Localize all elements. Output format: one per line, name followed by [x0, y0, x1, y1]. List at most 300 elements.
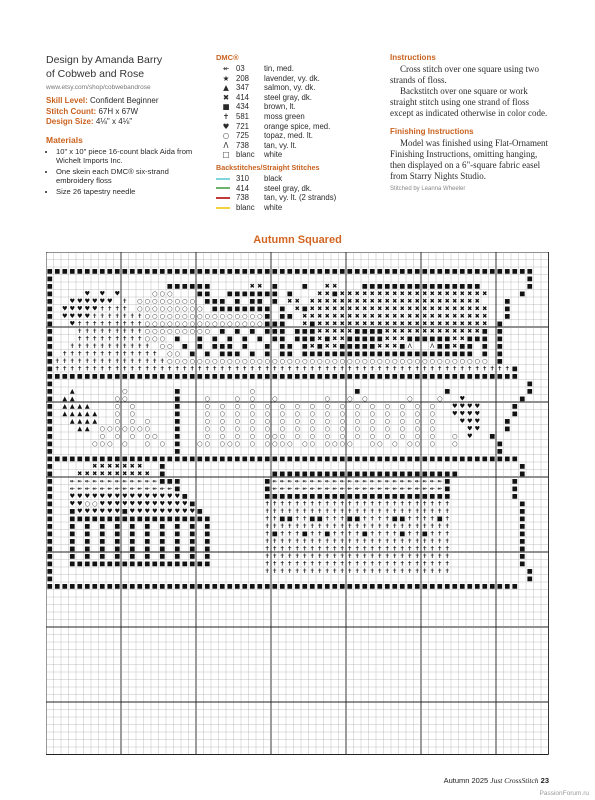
stitch-cell: ■	[159, 560, 166, 568]
stitch-cell: ■	[451, 373, 458, 381]
stitch-cell: ✖	[317, 298, 323, 306]
stitch-cell: ♥	[474, 425, 481, 433]
key-row	[216, 93, 386, 103]
stitch-cell: ○	[294, 425, 300, 433]
stitch-cell: ■	[211, 455, 218, 463]
stitch-cell: ■	[69, 583, 76, 591]
stitch-cell: ■	[46, 365, 53, 373]
stitch-cell: ■	[249, 298, 256, 306]
stitch-cell: ✖	[317, 313, 323, 321]
materials-list	[46, 147, 206, 197]
stitch-cell: ✖	[384, 343, 390, 351]
stitch-cell: ■	[106, 268, 113, 276]
stitch-cell: ■	[496, 440, 503, 448]
stitch-cell: ■	[444, 283, 451, 291]
stitch-cell: ■	[346, 493, 353, 501]
stitch-cell: ■	[451, 350, 458, 358]
stitch-cell: ■	[376, 455, 383, 463]
stitch-cell: ■	[421, 350, 428, 358]
stitch-cell: ○	[354, 425, 360, 433]
stitch-cell: ✖	[444, 320, 450, 328]
stitch-cell: ✖	[377, 298, 383, 306]
stitch-cell: ■	[414, 470, 421, 478]
stitch-cell: ○	[174, 328, 180, 336]
stitch-cell: ○	[242, 320, 248, 328]
stitch-cell: ✝	[429, 538, 435, 546]
stitch-cell: ■	[211, 343, 218, 351]
stitch-cell: ■	[166, 583, 173, 591]
stitch-cell: ♥	[84, 493, 91, 501]
stitch-cell: ✖	[339, 305, 345, 313]
stitch-cell: ■	[421, 470, 428, 478]
stitch-cell: ■	[174, 478, 181, 486]
stitch-cell: ↞	[324, 478, 330, 486]
stitch-symbol: ✖	[222, 92, 230, 102]
stitch-cell: ■	[219, 298, 226, 306]
stitch-cell: ✖	[452, 328, 458, 336]
stitch-cell: ○	[302, 440, 308, 448]
stitch-cell: ○	[309, 425, 315, 433]
stitch-cell: ■	[346, 343, 353, 351]
stitch-cell: ✝	[392, 508, 398, 516]
backstitch-row	[216, 174, 386, 184]
stitch-cell: ↞	[399, 478, 405, 486]
stitch-cell: ○	[234, 418, 240, 426]
stitch-cell: ▲	[69, 388, 75, 396]
stitch-cell: ✝	[414, 568, 420, 576]
stitch-cell: ■	[264, 373, 271, 381]
stitch-cell: ■	[309, 350, 316, 358]
stitch-cell: ✝	[137, 343, 143, 351]
stitch-cell: ✖	[459, 298, 465, 306]
stitch-cell: ○	[452, 358, 458, 366]
stitch-cell: ♥	[144, 508, 151, 516]
stitch-cell: ♥	[76, 500, 83, 508]
stitch-cell: ✖	[444, 328, 450, 336]
stitch-cell: ○	[294, 433, 300, 441]
stitch-cell: ✝	[369, 500, 375, 508]
stitch-cell: ✝	[354, 523, 360, 531]
stitch-cell: ✝	[407, 523, 413, 531]
stitch-cell: ↞	[152, 485, 158, 493]
stitch-cell: ■	[324, 583, 331, 591]
stitch-cell: ✝	[339, 553, 345, 561]
stitch-cell: ✖	[332, 320, 338, 328]
stitch-cell: ■	[256, 455, 263, 463]
stitch-cell: ■	[189, 523, 196, 531]
stitch-cell: ■	[294, 335, 301, 343]
stitch-cell: ○	[249, 440, 255, 448]
stitch-cell: ○	[227, 313, 233, 321]
stitch-cell: ✝	[287, 553, 293, 561]
stitch-cell: ○	[114, 403, 120, 411]
stitch-cell: ■	[526, 568, 533, 576]
stitch-cell: ✝	[272, 515, 278, 523]
stitch-cell: ✝	[362, 545, 368, 553]
stitch-cell: ✝	[362, 553, 368, 561]
stitch-cell: ✝	[407, 365, 413, 373]
stitch-cell: ✖	[399, 328, 405, 336]
stitch-cell: ○	[234, 313, 240, 321]
stitch-cell: ○	[429, 440, 435, 448]
stitch-cell: ■	[174, 335, 181, 343]
stitch-cell: ○	[167, 313, 173, 321]
stitch-cell: ■	[151, 455, 158, 463]
stitch-cell: ■	[354, 455, 361, 463]
stitch-cell: ✖	[354, 298, 360, 306]
stitch-cell: ■	[46, 350, 53, 358]
stitch-cell: ✝	[339, 500, 345, 508]
stitch-cell: ✝	[309, 530, 315, 538]
stitch-cell: ✝	[129, 328, 135, 336]
stitch-cell: ▲	[77, 410, 83, 418]
stitch-cell: ■	[294, 583, 301, 591]
stitch-cell: ○	[369, 410, 375, 418]
stitch-cell: ✝	[444, 365, 450, 373]
stitch-cell: ■	[481, 455, 488, 463]
stitch-cell: ○	[354, 433, 360, 441]
stitch-cell: ○	[287, 358, 293, 366]
stitch-cell: ✖	[437, 305, 443, 313]
stitch-cell: ✝	[302, 538, 308, 546]
stitch-cell: ↞	[122, 485, 128, 493]
stitch-cell: ■	[46, 545, 53, 553]
stitch-cell: ○	[159, 290, 165, 298]
stitch-cell: ✝	[324, 568, 330, 576]
stitch-cell: ✝	[294, 545, 300, 553]
stitch-cell: ✖	[392, 290, 398, 298]
stitch-cell: ■	[316, 455, 323, 463]
stitch-cell: ✝	[504, 365, 510, 373]
stitch-cell: ■	[309, 515, 316, 523]
stitch-cell: ■	[316, 268, 323, 276]
stitch-cell: ♥	[99, 508, 106, 516]
stitch-cell: ○	[279, 410, 285, 418]
stitch-cell: ✝	[452, 365, 458, 373]
stitch-cell: ✝	[77, 358, 83, 366]
stitch-cell: ■	[421, 530, 428, 538]
stitch-cell: ✝	[159, 365, 165, 373]
stitch-cell: ■	[46, 448, 53, 456]
stitch-cell: ■	[496, 583, 503, 591]
stitch-cell: ■	[99, 268, 106, 276]
stitch-cell: ✝	[362, 568, 368, 576]
stitch-cell: ○	[407, 440, 413, 448]
stitch-cell: ■	[526, 268, 533, 276]
stitch-cell: ○	[144, 440, 150, 448]
stitch-cell: ○	[369, 425, 375, 433]
stitch-cell: ✝	[422, 553, 428, 561]
stitch-cell: ○	[347, 440, 353, 448]
skill-level: Skill Level: Confident Beginner	[46, 96, 159, 105]
stitch-cell: ■	[204, 560, 211, 568]
stitch-cell: ■	[354, 470, 361, 478]
stitch-cell: Λ	[407, 343, 412, 351]
stitch-cell: ✝	[384, 523, 390, 531]
stitch-cell: ○	[354, 358, 360, 366]
stitch-cell: ✝	[84, 320, 90, 328]
stitch-cell: ✝	[77, 350, 83, 358]
stitch-cell: ■	[271, 583, 278, 591]
stitch-cell: ✝	[107, 313, 113, 321]
stitch-cell: ■	[181, 455, 188, 463]
stitch-cell: ↞	[77, 485, 83, 493]
stitch-cell: ■	[391, 350, 398, 358]
stitch-cell: ✝	[392, 545, 398, 553]
stitch-cell: ■	[91, 373, 98, 381]
stitch-cell: ■	[129, 373, 136, 381]
stitch-cell: ✝	[294, 560, 300, 568]
stitch-cell: ■	[144, 583, 151, 591]
stitch-cell: ✝	[99, 365, 105, 373]
stitch-cell: ■	[429, 583, 436, 591]
stitch-cell: ○	[144, 305, 150, 313]
stitch-cell: ■	[384, 373, 391, 381]
stitch-cell: ■	[144, 530, 151, 538]
stitch-cell: ✖	[309, 305, 315, 313]
stitch-cell: ✖	[384, 313, 390, 321]
stitch-cell: ✖	[392, 335, 398, 343]
stitch-cell: ■	[481, 583, 488, 591]
stitch-cell: ○	[227, 320, 233, 328]
stitch-cell: ✝	[339, 515, 345, 523]
stitch-cell: ✖	[399, 335, 405, 343]
stitch-cell: ♥	[69, 313, 76, 321]
stitch-cell: ✝	[62, 365, 68, 373]
stitch-cell: ✖	[429, 290, 435, 298]
stitch-cell: ✝	[272, 553, 278, 561]
stitch-cell: ✝	[107, 365, 113, 373]
stitch-cell: ■	[279, 515, 286, 523]
stitch-symbol: ✝	[222, 111, 230, 121]
stitch-cell: ■	[466, 350, 473, 358]
stitch-cell: ○	[332, 440, 338, 448]
stitch-cell: ✝	[444, 545, 450, 553]
stitch-cell: ↞	[272, 478, 278, 486]
stitch-cell: ■	[181, 493, 188, 501]
stitch-cell: ✝	[377, 538, 383, 546]
material-item: • 10" x 10" piece 16-count black Aida from Wichelt Imports Inc.	[56, 147, 206, 166]
stitch-cell: ✝	[137, 335, 143, 343]
stitch-cell: ✝	[422, 545, 428, 553]
stitch-cell: ■	[159, 538, 166, 546]
stitch-cell: ■	[294, 268, 301, 276]
stitch-cell: ✝	[407, 538, 413, 546]
stitch-cell: ○	[264, 410, 270, 418]
stitch-cell: ✝	[444, 515, 450, 523]
stitch-cell: ■	[46, 283, 53, 291]
stitch-cell: ✖	[309, 298, 315, 306]
stitch-cell: ■	[271, 373, 278, 381]
stitch-cell: ○	[152, 433, 158, 441]
stitch-cell: ■	[519, 538, 526, 546]
stitch-cell: ■	[444, 485, 451, 493]
stitch-cell: ■	[444, 455, 451, 463]
stitch-cell: ✖	[369, 313, 375, 321]
stitch-cell: ♥	[106, 508, 113, 516]
stitch-cell: ■	[271, 298, 278, 306]
stitch-cell: ✝	[392, 538, 398, 546]
stitch-cell: ■	[106, 560, 113, 568]
stitch-cell: ■	[69, 268, 76, 276]
stitch-cell: ✝	[122, 328, 128, 336]
stitch-cell: ♥	[129, 508, 136, 516]
stitch-cell: ↞	[422, 478, 428, 486]
stitch-cell: ✖	[399, 290, 405, 298]
stitch-cell: ■	[399, 283, 406, 291]
stitch-cell: ✝	[332, 500, 338, 508]
stitch-cell: ○	[309, 440, 315, 448]
stitch-cell: ✝	[362, 515, 368, 523]
stitch-cell: ■	[76, 455, 83, 463]
stitch-cell: ○	[204, 440, 210, 448]
finishing-para: Model was finished using Flat-Ornament Finishing Instructions, omitting hanging, then displayed on a 6"-square fabric easel from Starry Nights Studio.	[390, 138, 548, 181]
stitch-cell: ○	[437, 395, 443, 403]
stitch-cell: ○	[152, 328, 158, 336]
stitch-cell: ✖	[129, 470, 135, 478]
stitch-cell: ✝	[324, 508, 330, 516]
stitch-cell: ○	[294, 410, 300, 418]
stitch-cell: ✝	[332, 523, 338, 531]
stitch-cell: ■	[46, 455, 53, 463]
designer-url[interactable]: www.etsy.com/shop/cobwebandrose	[46, 84, 151, 91]
stitch-cell: ↞	[144, 485, 150, 493]
stitch-cell: ↞	[144, 478, 150, 486]
stitch-cell: ○	[197, 320, 203, 328]
stitch-cell: ✝	[114, 320, 120, 328]
stitch-cell: ✝	[129, 358, 135, 366]
stitch-cell: ○	[414, 358, 420, 366]
stitch-cell: ■	[354, 268, 361, 276]
stitch-cell: ✖	[467, 290, 473, 298]
stitch-cell: ■	[369, 493, 376, 501]
stitch-cell: ↞	[414, 478, 420, 486]
stitch-cell: ✖	[339, 298, 345, 306]
stitch-cell: ○	[264, 403, 270, 411]
stitch-cell: ✖	[467, 328, 473, 336]
stitch-cell: ■	[196, 283, 203, 291]
stitch-cell: ✝	[437, 508, 443, 516]
stitch-cell: ✝	[182, 365, 188, 373]
stitch-cell: ■	[166, 268, 173, 276]
stitch-cell: ✝	[99, 335, 105, 343]
stitch-symbols	[47, 268, 533, 590]
stitch-cell: ✖	[392, 343, 398, 351]
design-info	[46, 53, 206, 197]
stitch-cell: ■	[301, 335, 308, 343]
stitch-cell: ✝	[369, 515, 375, 523]
stitch-cell: ■	[279, 335, 286, 343]
stitch-cell: ■	[496, 455, 503, 463]
stitch-cell: ✖	[317, 335, 323, 343]
stitch-cell: ■	[256, 373, 263, 381]
stitch-cell: ✖	[452, 290, 458, 298]
stitch-cell: ✖	[369, 298, 375, 306]
stitch-cell: ✝	[309, 545, 315, 553]
stitch-cell: ○	[212, 358, 218, 366]
stitch-cell: ♥	[106, 493, 113, 501]
stitch-cell: ✝	[294, 553, 300, 561]
stitch-cell: ■	[436, 373, 443, 381]
stitch-cell: ○	[332, 358, 338, 366]
stitch-cell: ■	[421, 335, 428, 343]
stitch-cell: ■	[369, 335, 376, 343]
stitch-cell: ○	[324, 403, 330, 411]
stitch-cell: ■	[414, 455, 421, 463]
stitch-cell: ♥	[99, 493, 106, 501]
stitch-cell: ✖	[362, 320, 368, 328]
stitch-cell: ■	[324, 373, 331, 381]
stitch-cell: ✖	[354, 290, 360, 298]
stitch-cell: ✝	[392, 530, 398, 538]
stitch-cell: ■	[46, 410, 53, 418]
stitch-cell: ■	[69, 455, 76, 463]
stitch-cell: ✝	[407, 500, 413, 508]
stitch-cell: ↞	[437, 485, 443, 493]
stitch-cell: ✖	[459, 328, 465, 336]
stitch-cell: ✝	[84, 358, 90, 366]
stitch-cell: ■	[99, 553, 106, 561]
stitch-cell: ■	[46, 298, 53, 306]
stitch-cell: ■	[511, 410, 518, 418]
stitch-cell: ■	[474, 373, 481, 381]
stitch-cell: ✖	[324, 343, 330, 351]
stitch-cell: ○	[227, 358, 233, 366]
stitch-cell: ○	[399, 418, 405, 426]
stitch-cell: ✖	[444, 305, 450, 313]
stitch-cell: ■	[159, 545, 166, 553]
stitch-cell: ■	[466, 583, 473, 591]
stitch-cell: ■	[519, 530, 526, 538]
stitch-cell: ■	[444, 373, 451, 381]
stitch-cell: ■	[444, 493, 451, 501]
stitch-cell: ✝	[354, 500, 360, 508]
stitch-cell: ■	[414, 373, 421, 381]
stitch-cell: ■	[219, 455, 226, 463]
stitch-cell: ✖	[354, 313, 360, 321]
stitch-cell: ✝	[302, 515, 308, 523]
stitch-cell: ✝	[92, 328, 98, 336]
stitch-cell: ○	[167, 305, 173, 313]
stitch-cell: ■	[84, 523, 91, 531]
stitch-cell: ✝	[414, 538, 420, 546]
stitch-cell: ✝	[264, 538, 270, 546]
stitch-cell: ✝	[347, 500, 353, 508]
stitch-cell: ✝	[287, 500, 293, 508]
stitch-cell: ✝	[84, 350, 90, 358]
stitch-count: Stitch Count: 67H x 67W	[46, 106, 139, 116]
stitch-cell: ✖	[317, 290, 323, 298]
stitch-cell: ✝	[287, 545, 293, 553]
stitch-cell: ♥	[114, 500, 121, 508]
stitch-cell: ✝	[309, 508, 315, 516]
stitch-cell: ■	[84, 538, 91, 546]
stitch-cell: ■	[241, 373, 248, 381]
stitch-cell: ✝	[129, 313, 135, 321]
stitch-cell: ✝	[407, 560, 413, 568]
stitch-cell: ↞	[129, 478, 135, 486]
watermark: PassionForum.ru	[539, 790, 589, 797]
stitch-cell: ○	[234, 433, 240, 441]
stitch-cell: ✝	[309, 523, 315, 531]
stitch-cell: ✝	[294, 500, 300, 508]
stitch-cell: ✝	[294, 530, 300, 538]
stitch-cell: ■	[211, 305, 218, 313]
stitch-cell: ✝	[429, 500, 435, 508]
stitch-cell: ■	[76, 373, 83, 381]
stitch-cell: ✝	[272, 500, 278, 508]
stitch-cell: ○	[182, 298, 188, 306]
